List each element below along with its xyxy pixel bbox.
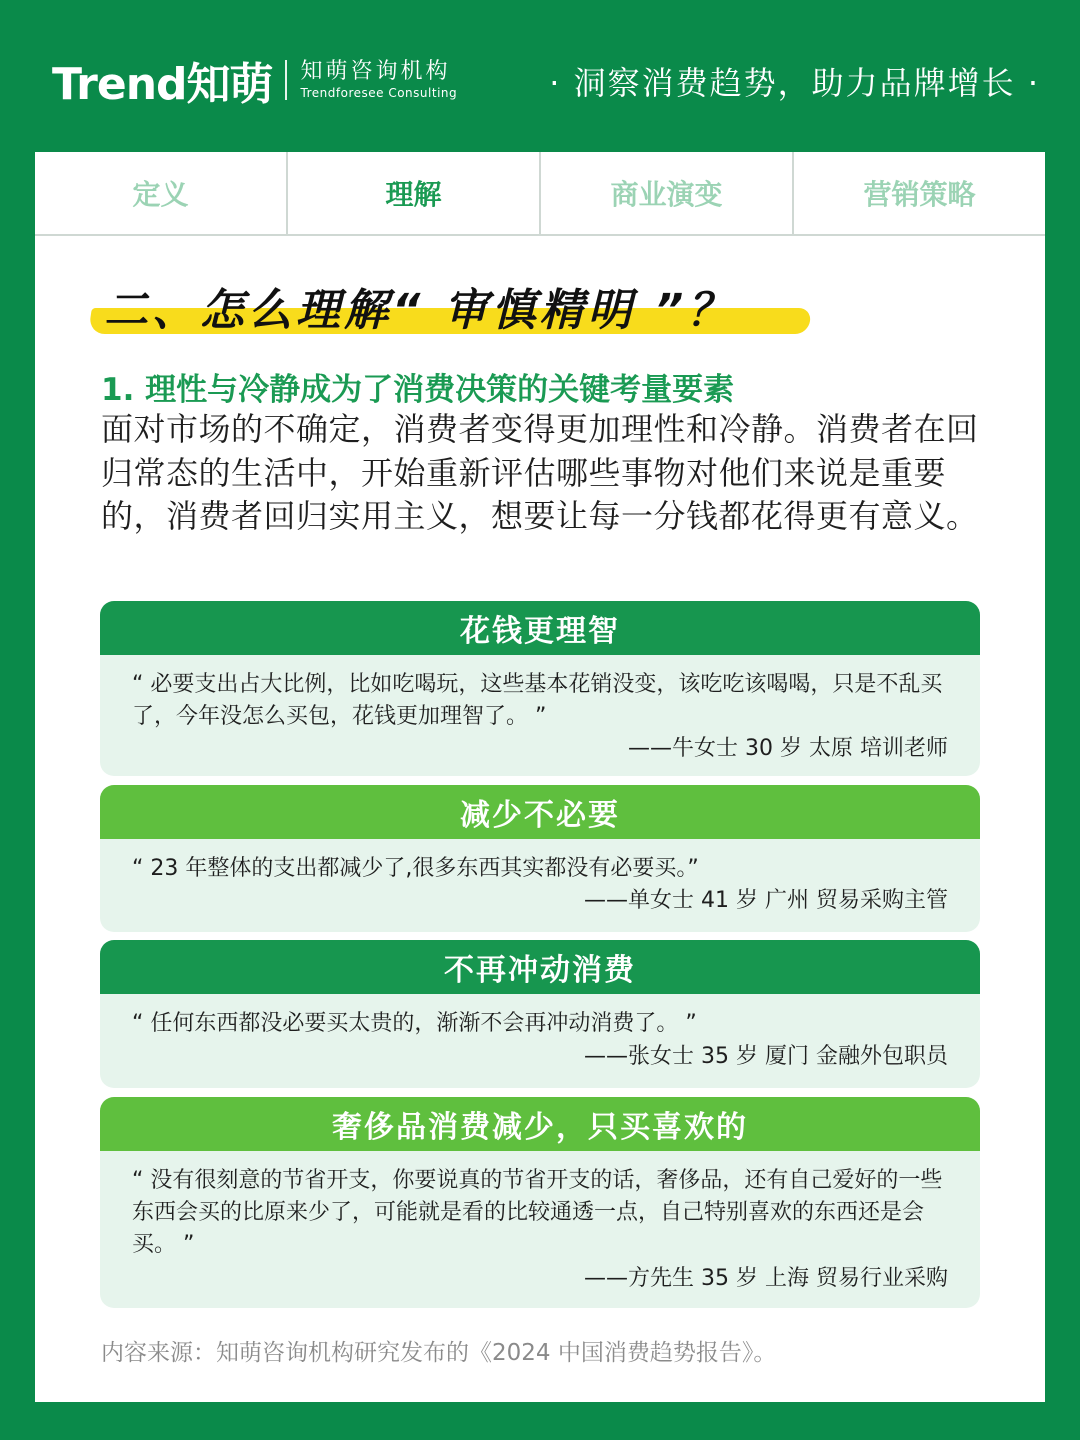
logo-text bbox=[301, 59, 458, 101]
quote-attribution: ——方先生 35 岁 上海 贸易行业采购 bbox=[584, 1266, 948, 1291]
quote-card bbox=[100, 1097, 980, 1308]
brand-logo bbox=[52, 56, 458, 110]
quote-heading: 减少不必要 bbox=[100, 785, 980, 839]
quote-card bbox=[100, 785, 980, 932]
tab-definition[interactable]: 定义 bbox=[35, 152, 288, 234]
quote-card bbox=[100, 601, 980, 776]
tab-understanding[interactable]: 理解 bbox=[288, 152, 541, 234]
quote-heading: 不再冲动消费 bbox=[100, 940, 980, 994]
quote-text: “ 23 年整体的支出都减少了,很多东西其实都没有必要买。” bbox=[132, 856, 699, 881]
section-title-block bbox=[90, 274, 810, 340]
logo-divider bbox=[285, 60, 287, 100]
header bbox=[0, 0, 1080, 152]
tab-marketing-strategy[interactable]: 营销策略 bbox=[863, 178, 976, 211]
quote-text: “ 没有很刻意的节省开支，你要说真的节省开支的话，奢侈品，还有自己爱好的一些东西会买的比原来少了，可能就是看的比较通透一点，自己特别喜欢的东西还是会买。 ” bbox=[132, 1168, 943, 1257]
slogan: · 洞察消费趋势，助力品牌增长 · bbox=[549, 64, 1040, 102]
subheading: 1. 理性与冷静成为了消费决策的关键考量要素 bbox=[101, 372, 735, 408]
source-note: 内容来源：知萌咨询机构研究发布的《2024 中国消费趋势报告》。 bbox=[101, 1340, 777, 1366]
logo-mark: Trend知萌 bbox=[52, 59, 273, 110]
intro-paragraph: 面对市场的不确定，消费者变得更加理性和冷静。消费者在回归常态的生活中，开始重新评估哪些事物对他们来说是重要的，消费者回归实用主义，想要让每一分钱都花得更有意义。 bbox=[101, 410, 979, 535]
quote-text: “ 任何东西都没必要买太贵的，渐渐不会再冲动消费了。 ” bbox=[132, 1011, 697, 1036]
quote-attribution: ——张女士 35 岁 厦门 金融外包职员 bbox=[584, 1044, 948, 1069]
quote-attribution: ——单女士 41 岁 广州 贸易采购主管 bbox=[584, 888, 948, 913]
content-card bbox=[35, 152, 1045, 1402]
logo-cn-name: 知萌咨询机构 bbox=[300, 59, 451, 84]
tab-bar bbox=[35, 152, 1045, 236]
quote-attribution: ——牛女士 30 岁 太原 培训老师 bbox=[628, 736, 948, 761]
quote-card bbox=[100, 940, 980, 1088]
logo-en-name: Trendforesee Consulting bbox=[300, 86, 458, 100]
section-title: 二、怎么理解“ 审慎精明 ”？ bbox=[104, 285, 736, 336]
quote-heading: 花钱更理智 bbox=[100, 601, 980, 655]
quote-text: “ 必要支出占大比例，比如吃喝玩，这些基本花销没变，该吃吃该喝喝，只是不乱买了，今年没怎么买包，花钱更加理智了。 ” bbox=[132, 672, 943, 729]
quote-heading: 奢侈品消费减少，只买喜欢的 bbox=[100, 1097, 980, 1151]
tab-business-evolution[interactable]: 商业演变 bbox=[541, 152, 794, 234]
